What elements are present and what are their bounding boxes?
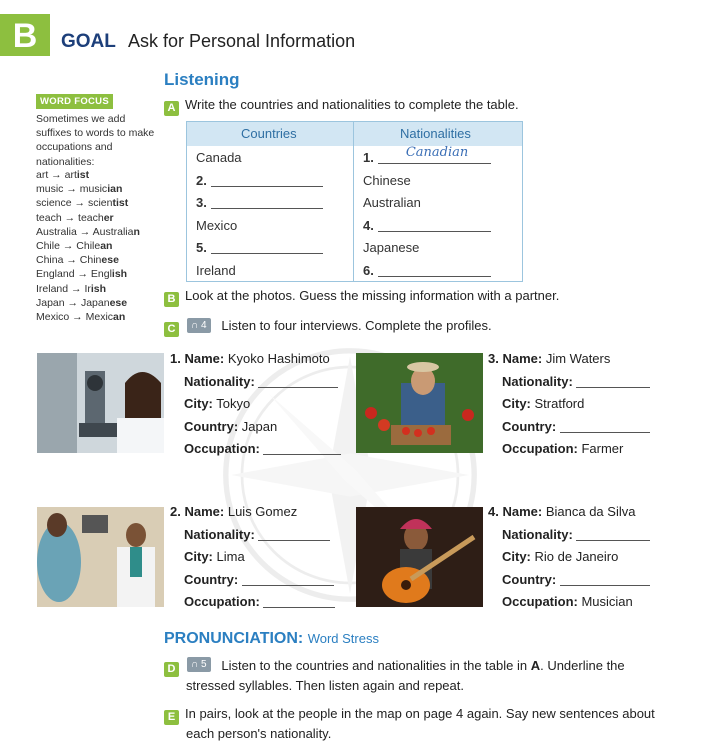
arrow-right-icon: → (61, 211, 79, 224)
word-focus-item: teach → teacher (36, 211, 114, 224)
headphones-icon: ∩ (191, 659, 199, 670)
countries-nationalities-table (186, 121, 523, 282)
instruction-c-text: Listen to four interviews. Complete the profiles. (221, 318, 492, 333)
arrow-right-icon: → (63, 183, 80, 196)
instruction-a-text: Write the countries and nationalities to complete the table. (185, 97, 519, 112)
instruction-d-badge: D (164, 662, 179, 677)
arrow-right-icon: → (59, 240, 77, 253)
goal-title: Ask for Personal Information (128, 31, 356, 51)
nationality-field[interactable]: Nationality: (488, 524, 650, 547)
word-focus-item: science → scientist (36, 197, 129, 210)
word-focus-item: Mexico → Mexican (36, 311, 126, 324)
headphones-icon: ∩ (191, 320, 199, 331)
profile-occupation: Musician (581, 594, 633, 609)
instruction-d: D ∩ 5 Listen to the countries and nationalities in the table in A. Underline the stressed syllables. Then listen again and repeat. (164, 657, 664, 694)
word-focus-item: music → musician (36, 183, 123, 196)
listening-heading: Listening (164, 70, 240, 89)
table-cell-nationality: Chinese (363, 173, 411, 188)
word-focus-title: WORD FOCUS (36, 94, 113, 109)
word-focus-item: Japan → Japanese (36, 296, 128, 309)
arrow-right-icon: → (63, 254, 80, 267)
occupation-field[interactable]: Occupation: (170, 591, 335, 614)
profile-card: 4. Name: Bianca da Silva Nationality: City: Rio de Janeiro Country: Occupation: Musician (488, 501, 650, 614)
profile-city: Lima (216, 549, 245, 564)
table-cell-country[interactable]: 3. (196, 195, 323, 210)
table-header-row (187, 122, 522, 146)
audio-track-4[interactable]: ∩ 4 (187, 318, 211, 333)
word-focus-intro: Sometimes we add suffixes to words to make occupations and nationalities: (36, 113, 155, 168)
table-cell-country[interactable]: 2. (196, 173, 323, 188)
table-cell-country: Canada (196, 150, 242, 165)
table-header-nationalities: Nationalities (400, 126, 471, 141)
instruction-c (164, 318, 492, 337)
profile-card: 1. Name: Kyoko Hashimoto Nationality: City: Tokyo Country: Japan Occupation: (170, 348, 341, 461)
instruction-c-badge: C (164, 322, 179, 337)
handwritten-answer: Canadian (405, 145, 469, 160)
word-focus-item: art → artist (36, 169, 90, 181)
table-cell-country[interactable]: 5. (196, 240, 323, 255)
table-cell-nationality[interactable]: 6. (363, 263, 491, 278)
photo-farmer-tomatoes (356, 353, 483, 453)
instruction-a-badge: A (164, 101, 179, 116)
occupation-field[interactable]: Occupation: (170, 438, 341, 461)
profile-name: Bianca da Silva (545, 504, 636, 519)
arrow-right-icon: → (76, 225, 93, 238)
audio-track-5[interactable]: ∩ 5 (187, 657, 211, 672)
arrow-right-icon: → (69, 311, 86, 324)
profile-name: Jim Waters (545, 351, 611, 366)
instruction-b-badge: B (164, 292, 179, 307)
word-focus-list (36, 168, 140, 324)
profile-city: Stratford (534, 396, 585, 411)
table-cell-country: Ireland (196, 263, 236, 278)
arrow-right-icon: → (68, 282, 85, 295)
nationality-field[interactable]: Nationality: (170, 524, 335, 547)
profile-occupation: Farmer (581, 441, 624, 456)
table-cell-nationality[interactable]: 4. (363, 218, 491, 233)
country-field[interactable]: Country: (170, 569, 335, 592)
pronunciation-subtitle: Word Stress (307, 631, 379, 646)
table-cell-nationality: Australian (363, 195, 421, 210)
pronunciation-heading: PRONUNCIATION: Word Stress (164, 630, 379, 647)
word-focus-item: Ireland → Irish (36, 282, 107, 295)
profile-city: Tokyo (216, 396, 251, 411)
profile-name: Kyoko Hashimoto (227, 351, 330, 366)
word-focus-item: Chile → Chilean (36, 240, 113, 253)
country-field[interactable]: Country: (488, 416, 650, 439)
arrow-right-icon: → (48, 169, 65, 181)
profile-country: Japan (241, 418, 278, 434)
arrow-right-icon: → (71, 197, 88, 210)
nationality-field[interactable]: Nationality: (170, 371, 341, 394)
photo-scientist-microscope (37, 353, 164, 453)
profile-card: 3. Name: Jim Waters Nationality: City: Stratford Country: Occupation: Farmer (488, 348, 650, 461)
instruction-e: E In pairs, look at the people in the map on page 4 again. Say new sentences about each person's nationality. (164, 705, 684, 742)
word-focus-item: Australia → Australian (36, 225, 140, 238)
photo-doctor-patient (37, 507, 164, 607)
arrow-right-icon: → (64, 296, 81, 309)
goal-label: GOAL (61, 31, 116, 52)
table-header-countries: Countries (241, 126, 297, 141)
arrow-right-icon: → (74, 268, 91, 281)
instruction-b (164, 288, 559, 307)
section-letter-badge: B (0, 14, 50, 56)
profile-city: Rio de Janeiro (534, 549, 619, 564)
word-focus-item: England → English (36, 268, 128, 281)
word-focus-item: China → Chinese (36, 254, 119, 267)
table-cell-nationality[interactable]: 1. Canadian (363, 150, 491, 165)
photo-musician-guitar (356, 507, 483, 607)
profile-card: 2. Name: Luis Gomez Nationality: City: Lima Country: Occupation: (170, 501, 335, 614)
country-field[interactable]: Country: (488, 569, 650, 592)
nationality-field[interactable]: Nationality: (488, 371, 650, 394)
instruction-b-text: Look at the photos. Guess the missing information with a partner. (185, 288, 560, 303)
table-cell-country: Mexico (196, 218, 238, 233)
profile-name: Luis Gomez (227, 504, 298, 519)
instruction-e-badge: E (164, 710, 179, 725)
instruction-a (164, 97, 519, 116)
table-cell-nationality: Japanese (363, 240, 420, 255)
